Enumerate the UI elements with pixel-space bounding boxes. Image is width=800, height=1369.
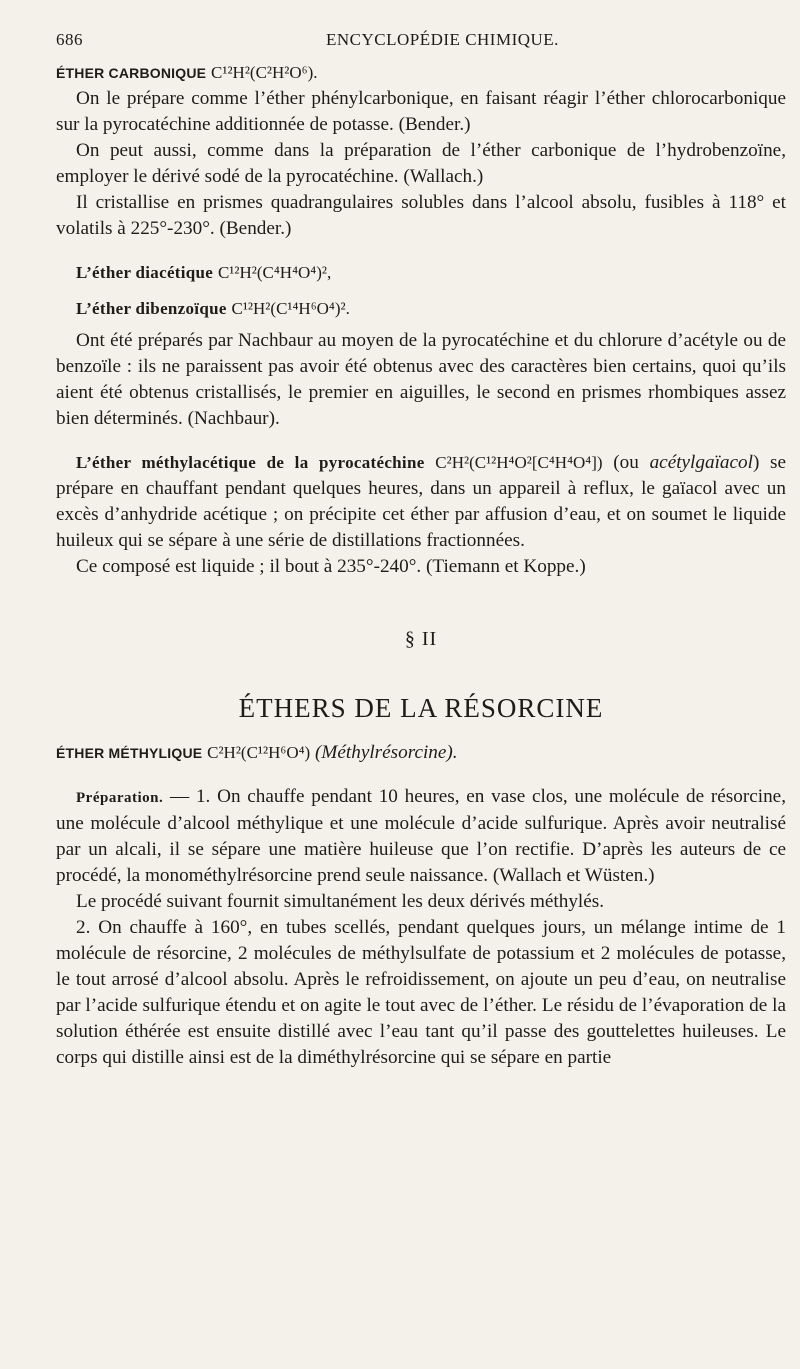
entry-name-italic: (Méthylrésorcine). [315,742,458,763]
paragraph: Le procédé suivant fournit simultanément les deux dérivés méthylés. [76,891,605,912]
paragraph-preparation [56,784,786,889]
page-number: 686 [56,30,83,49]
entry-heading-label: L’éther dibenzoïque [76,299,227,318]
section-title: ÉTHERS DE LA RÉSORCINE [238,693,604,723]
entry-formula: C¹²H²(C²H²O⁶). [211,63,318,82]
paragraph: Ont été préparés par Nachbaur au moyen de la pyrocatéchine et du chlorure d’acétyle ou de benzoïle : ils ne paraissent pas avoir été obtenus avec des caractères bien certains, quoi qu’ils aient été obtenus cristallisés, le premier en aiguilles, le second en prismes rhombiques assez bien déterminés. (Nachbaur). [56,330,786,429]
paragraph-text: ) se prépare en chauffant pendant quelques heures, dans un appareil à reflux, le gaïacol avec un excès d’anhydride acétique ; on précipite cet éther par affusion d’eau, et on soumet le liquide huileux qui se sépare à une série de distillations fractionnées. [56,452,787,551]
entry-formula: C²H²(C¹²H⁶O⁴) [207,743,311,762]
entry-formula: C¹²H²(C¹⁴H⁶O⁴)². [231,299,350,318]
alt-name: acétylgaïacol [649,452,753,473]
section-mark: § II [404,628,438,650]
entry-heading-ether-carbonique [56,60,786,86]
entry-heading-ether-methylique [56,740,786,766]
running-title: ENCYCLOPÉDIE CHIMIQUE. [326,30,559,49]
entry-heading-label: ÉTHER MÉTHYLIQUE [56,745,203,761]
alt-name-open: (ou [613,452,639,473]
entry-heading-label: L’éther méthylacétique de la pyrocatéchine [76,453,425,472]
paragraph-ether-methylacetique [56,450,786,554]
entry-formula: C²H²(C¹²H⁴O²[C⁴H⁴O⁴]) [435,453,603,472]
paragraph-text: — 1. On chauffe pendant 10 heures, en vase clos, une molécule de résorcine, une molécule d’alcool méthylique et une molécule d’acide sulfurique. Après avoir neutralisé par un alcali, il se sépare une matière huileuse que l’on rectifie. D’après les auteurs de ce procédé, la monométhylrésorcine prend seule naissance. (Wallach et Wüsten.) [56,786,786,886]
entry-formula: C¹²H²(C⁴H⁴O⁴)², [217,263,332,282]
paragraph: Ce composé est liquide ; il bout à 235°-240°. (Tiemann et Koppe.) [76,556,586,577]
entry-heading-ether-dibenzoique [56,296,786,322]
paragraph: Il cristallise en prismes quadrangulaires solubles dans l’alcool absolu, fusibles à 118° et volatils à 225°-230°. (Bender.) [56,192,786,239]
entry-heading-label: ÉTHER CARBONIQUE [56,65,207,81]
document-page [56,26,786,1071]
preparation-label: Préparation. [76,790,164,806]
paragraph: On peut aussi, comme dans la préparation de l’éther carbonique de l’hydrobenzoïne, employer le dérivé sodé de la pyrocatéchine. (Wallach.) [56,140,786,187]
running-head [56,26,786,56]
entry-heading-label: L’éther diacétique [76,263,214,282]
paragraph: On le prépare comme l’éther phénylcarbonique, en faisant réagir l’éther chlorocarbonique sur la pyrocatéchine additionnée de potasse. (Bender.) [56,88,786,135]
paragraph: 2. On chauffe à 160°, en tubes scellés, pendant quelques jours, un mélange intime de 1 molécule de résorcine, 2 molécules de méthylsulfate de potassium et 2 molécules de potasse, le tout arrosé d’alcool absolu. Après le refroidissement, on ajoute un peu d’eau, on neutralise par l’acide sulfurique étendu et on agite le tout avec de l’éther. Le résidu de l’évaporation de la solution éthérée est ensuite distillé avec l’eau tant qu’il passe des gouttelettes huileuses. Le corps qui distille ainsi est de la diméthylrésorcine qui se sépare en partie [56,917,786,1068]
entry-heading-ether-diacetique [56,260,786,286]
